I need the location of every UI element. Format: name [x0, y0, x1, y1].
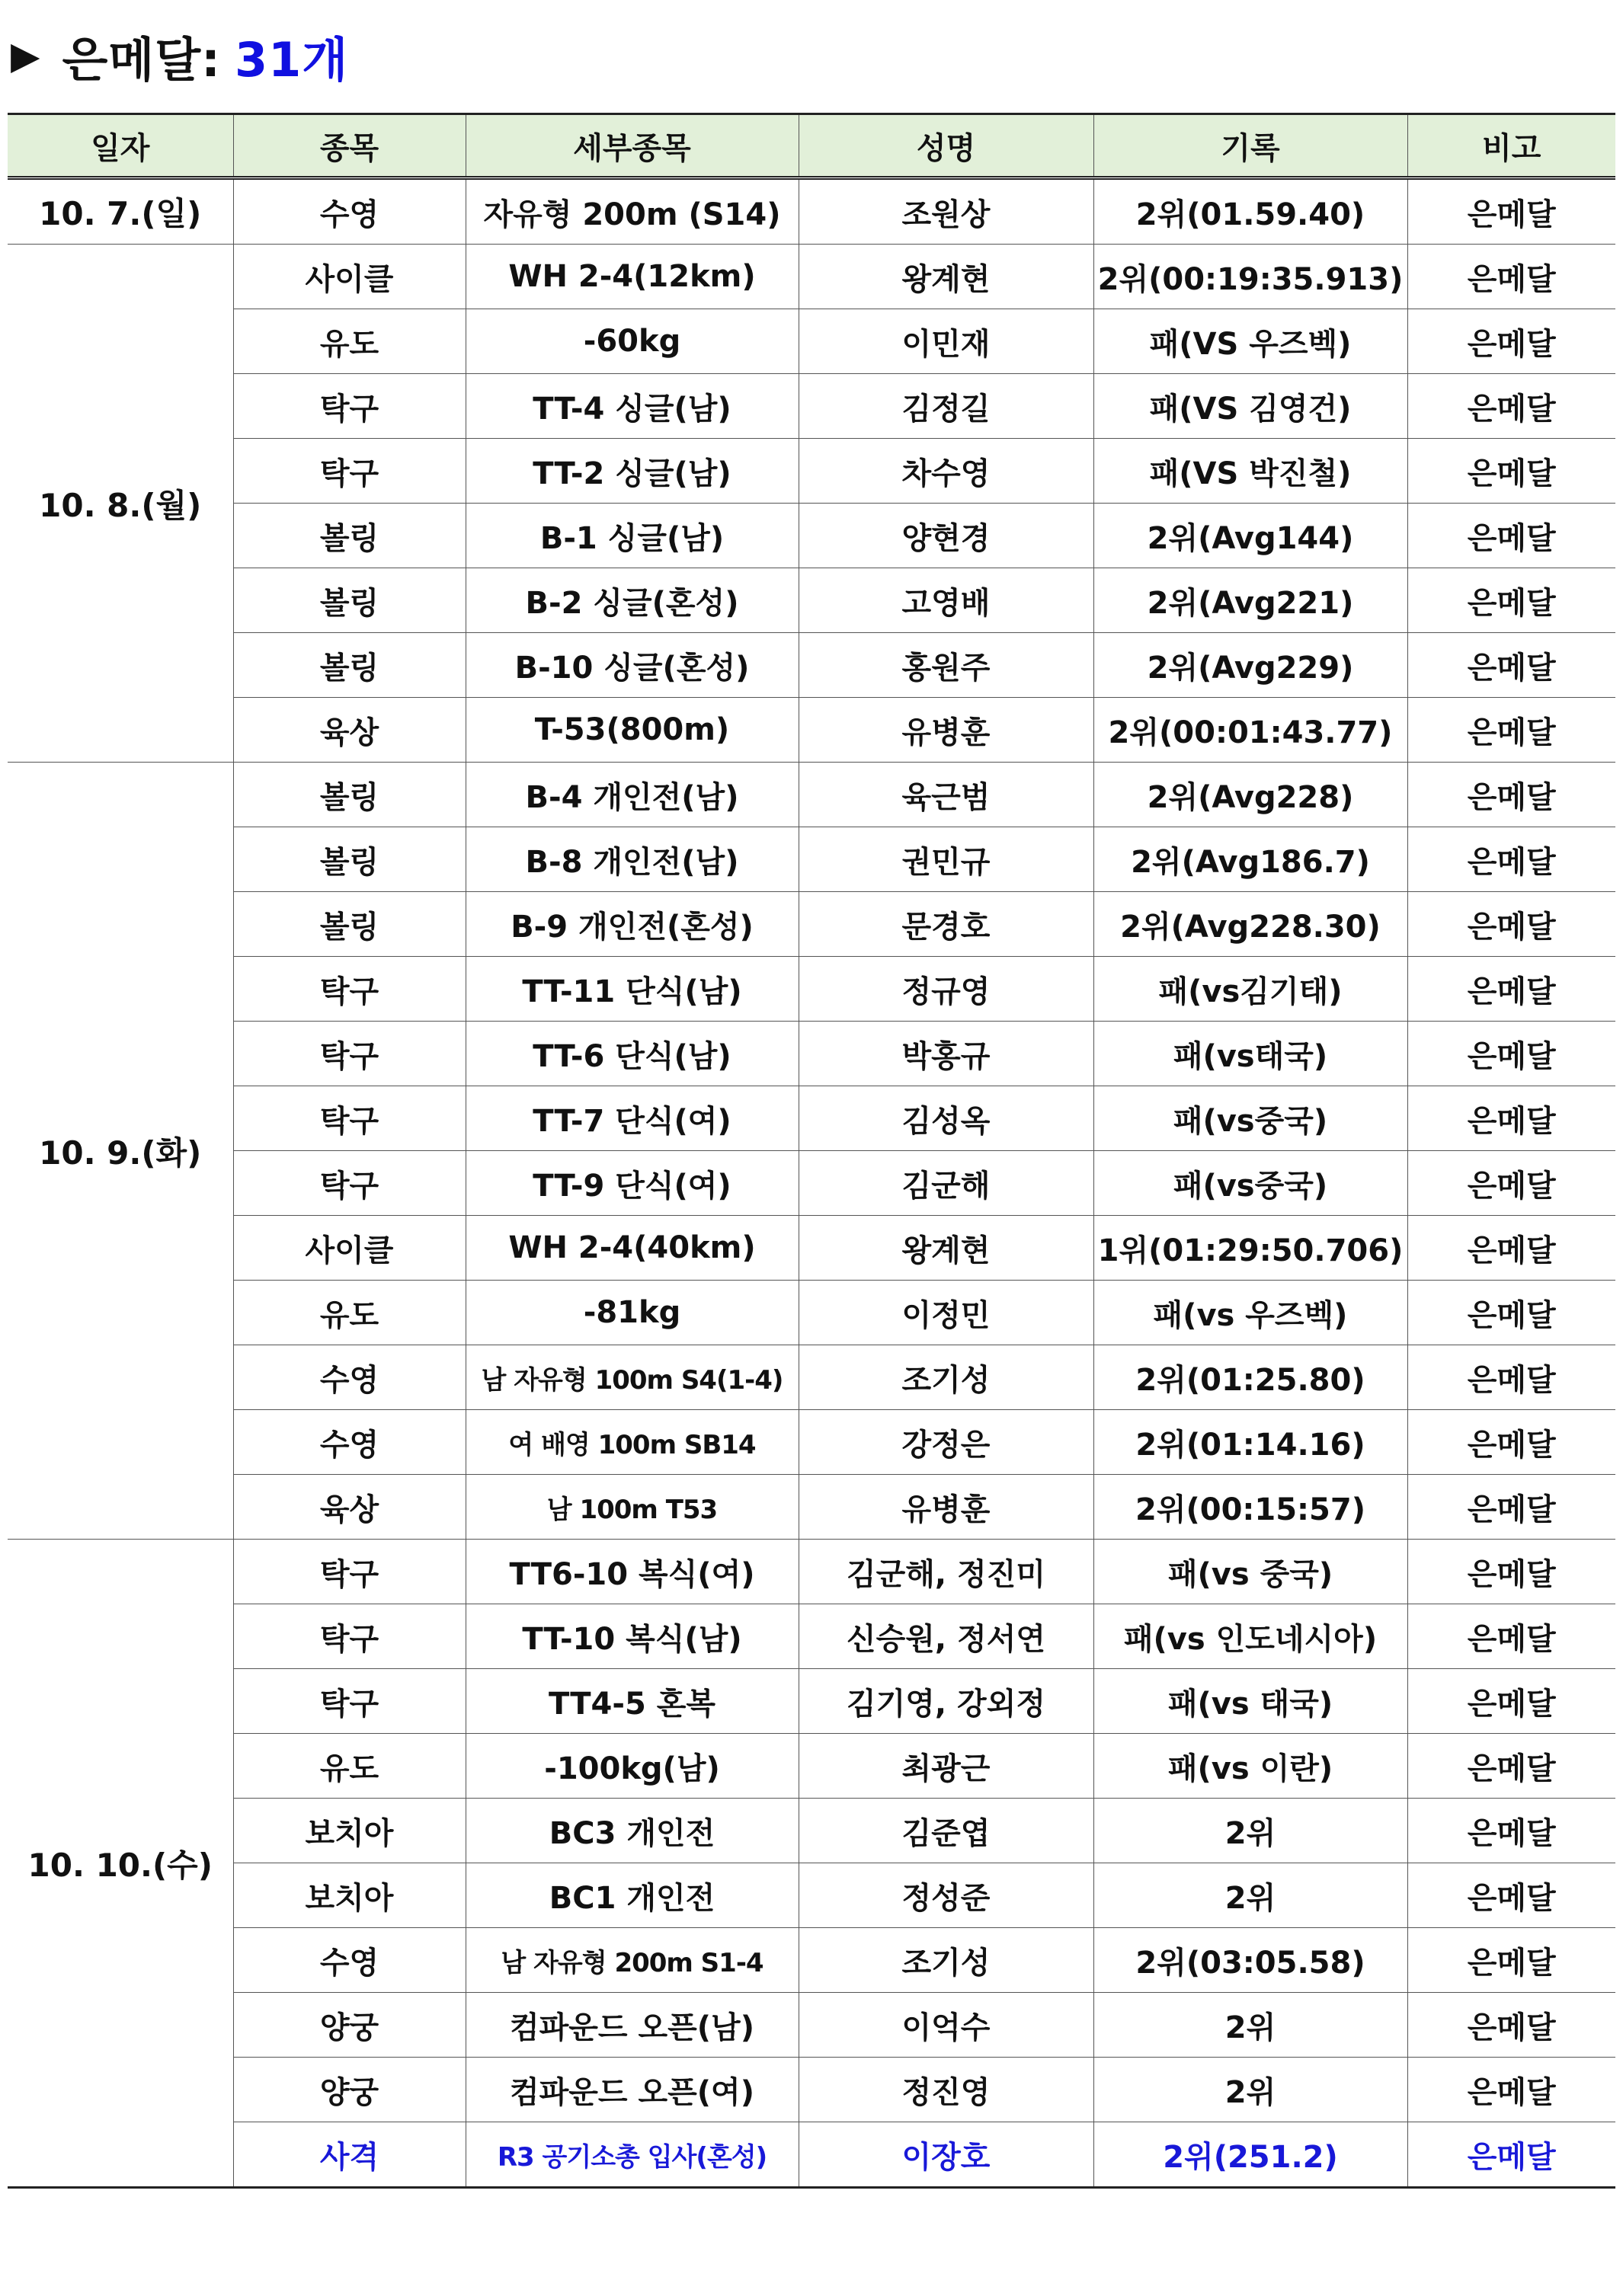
record-cell: 2위(251.2) — [1093, 2122, 1407, 2188]
note-cell: 은메달 — [1407, 763, 1615, 827]
sport-cell: 수영 — [233, 178, 466, 245]
name-cell: 조기성 — [799, 1928, 1093, 1993]
name-cell: 차수영 — [799, 439, 1093, 504]
record-cell: 2위 — [1093, 1799, 1407, 1863]
event-cell: 컴파운드 오픈(여) — [466, 2058, 799, 2122]
event-cell: WH 2-4(40km) — [466, 1216, 799, 1281]
name-cell: 왕계현 — [799, 245, 1093, 309]
record-cell: 2위(Avg186.7) — [1093, 827, 1407, 892]
record-cell: 2위(00:01:43.77) — [1093, 698, 1407, 763]
note-cell: 은메달 — [1407, 698, 1615, 763]
record-cell: 패(VS 박진철) — [1093, 439, 1407, 504]
record-cell: 2위 — [1093, 2058, 1407, 2122]
note-cell: 은메달 — [1407, 1475, 1615, 1540]
record-cell: 2위(00:19:35.913) — [1093, 245, 1407, 309]
note-cell: 은메달 — [1407, 1022, 1615, 1086]
sport-cell: 유도 — [233, 1281, 466, 1345]
table-body — [8, 178, 1615, 2188]
sport-cell: 사격 — [233, 2122, 466, 2188]
table-row — [8, 1863, 1615, 1928]
header-sport: 종목 — [233, 114, 466, 178]
event-cell: B-10 싱글(혼성) — [466, 633, 799, 698]
name-cell: 이억수 — [799, 1993, 1093, 2058]
name-cell: 정성준 — [799, 1863, 1093, 1928]
sport-cell: 탁구 — [233, 439, 466, 504]
record-cell: 2위(01.59.40) — [1093, 178, 1407, 245]
record-cell: 2위 — [1093, 1993, 1407, 2058]
table-row — [8, 1022, 1615, 1086]
name-cell: 박홍규 — [799, 1022, 1093, 1086]
event-cell: TT-4 싱글(남) — [466, 374, 799, 439]
table-row — [8, 1151, 1615, 1216]
record-cell: 패(vs 인도네시아) — [1093, 1604, 1407, 1669]
table-row — [8, 439, 1615, 504]
name-cell: 조원상 — [799, 178, 1093, 245]
table-row — [8, 698, 1615, 763]
sport-cell: 보치아 — [233, 1799, 466, 1863]
event-cell: TT-2 싱글(남) — [466, 439, 799, 504]
sport-cell: 볼링 — [233, 763, 466, 827]
record-cell: 패(vs 이란) — [1093, 1734, 1407, 1799]
header-record: 기록 — [1093, 114, 1407, 178]
note-cell: 은메달 — [1407, 1799, 1615, 1863]
event-cell: -81kg — [466, 1281, 799, 1345]
event-cell: 남 자유형 100m S4(1-4) — [466, 1345, 799, 1410]
note-cell: 은메달 — [1407, 1540, 1615, 1604]
name-cell: 이민재 — [799, 309, 1093, 374]
name-cell: 최광근 — [799, 1734, 1093, 1799]
record-cell: 패(vs 우즈벡) — [1093, 1281, 1407, 1345]
table-row — [8, 763, 1615, 827]
note-cell: 은메달 — [1407, 892, 1615, 957]
record-cell: 패(vs김기태) — [1093, 957, 1407, 1022]
sport-cell: 탁구 — [233, 1022, 466, 1086]
name-cell: 홍원주 — [799, 633, 1093, 698]
header-note: 비고 — [1407, 114, 1615, 178]
note-cell: 은메달 — [1407, 1216, 1615, 1281]
sport-cell: 볼링 — [233, 568, 466, 633]
event-cell: TT4-5 혼복 — [466, 1669, 799, 1734]
table-row — [8, 374, 1615, 439]
event-cell: TT-10 복식(남) — [466, 1604, 799, 1669]
sport-cell: 유도 — [233, 309, 466, 374]
note-cell: 은메달 — [1407, 1410, 1615, 1475]
note-cell: 은메달 — [1407, 1734, 1615, 1799]
table-row — [8, 1475, 1615, 1540]
note-cell: 은메달 — [1407, 439, 1615, 504]
sport-cell: 볼링 — [233, 892, 466, 957]
sport-cell: 볼링 — [233, 827, 466, 892]
sport-cell: 탁구 — [233, 1604, 466, 1669]
record-cell: 2위(Avg221) — [1093, 568, 1407, 633]
table-row — [8, 504, 1615, 568]
date-cell: 10. 7.(일) — [8, 178, 233, 245]
table-row — [8, 1604, 1615, 1669]
table-row — [8, 633, 1615, 698]
note-cell: 은메달 — [1407, 1604, 1615, 1669]
event-cell: B-1 싱글(남) — [466, 504, 799, 568]
triangle-marker-icon: ▶ — [11, 34, 41, 78]
record-cell: 패(vs중국) — [1093, 1086, 1407, 1151]
sport-cell: 육상 — [233, 698, 466, 763]
header-event: 세부종목 — [466, 114, 799, 178]
event-cell: BC1 개인전 — [466, 1863, 799, 1928]
table-row — [8, 1410, 1615, 1475]
note-cell: 은메달 — [1407, 1863, 1615, 1928]
record-cell: 패(vs태국) — [1093, 1022, 1407, 1086]
sport-cell: 탁구 — [233, 374, 466, 439]
note-cell: 은메달 — [1407, 2058, 1615, 2122]
date-cell: 10. 10.(수) — [8, 1540, 233, 2188]
note-cell: 은메달 — [1407, 1281, 1615, 1345]
page-title — [11, 21, 348, 90]
sport-cell: 사이클 — [233, 245, 466, 309]
header-name: 성명 — [799, 114, 1093, 178]
sport-cell: 사이클 — [233, 1216, 466, 1281]
table-row — [8, 178, 1615, 245]
name-cell: 김군해, 정진미 — [799, 1540, 1093, 1604]
table-row — [8, 2122, 1615, 2188]
note-cell: 은메달 — [1407, 1086, 1615, 1151]
sport-cell: 탁구 — [233, 1086, 466, 1151]
record-cell: 2위(Avg229) — [1093, 633, 1407, 698]
sport-cell: 볼링 — [233, 633, 466, 698]
event-cell: 남 100m T53 — [466, 1475, 799, 1540]
sport-cell: 수영 — [233, 1410, 466, 1475]
event-cell: TT-6 단식(남) — [466, 1022, 799, 1086]
event-cell: TT-9 단식(여) — [466, 1151, 799, 1216]
medal-count: 31개 — [234, 31, 349, 88]
table-row — [8, 957, 1615, 1022]
name-cell: 양현경 — [799, 504, 1093, 568]
sport-cell: 보치아 — [233, 1863, 466, 1928]
note-cell: 은메달 — [1407, 957, 1615, 1022]
event-cell: TT-11 단식(남) — [466, 957, 799, 1022]
name-cell: 유병훈 — [799, 1475, 1093, 1540]
record-cell: 2위(01:14.16) — [1093, 1410, 1407, 1475]
note-cell: 은메달 — [1407, 1151, 1615, 1216]
name-cell: 정진영 — [799, 2058, 1093, 2122]
note-cell: 은메달 — [1407, 504, 1615, 568]
record-cell: 패(VS 김영건) — [1093, 374, 1407, 439]
name-cell: 김기영, 강외정 — [799, 1669, 1093, 1734]
event-cell: 여 배영 100m SB14 — [466, 1410, 799, 1475]
sport-cell: 양궁 — [233, 1993, 466, 2058]
table-row — [8, 1281, 1615, 1345]
sport-cell: 유도 — [233, 1734, 466, 1799]
name-cell: 조기성 — [799, 1345, 1093, 1410]
table-row — [8, 309, 1615, 374]
record-cell: 2위(Avg228.30) — [1093, 892, 1407, 957]
event-cell: B-9 개인전(혼성) — [466, 892, 799, 957]
sport-cell: 수영 — [233, 1345, 466, 1410]
record-cell: 2위(01:25.80) — [1093, 1345, 1407, 1410]
sport-cell: 수영 — [233, 1928, 466, 1993]
title-label: 은메달: — [62, 31, 221, 88]
record-cell: 2위(03:05.58) — [1093, 1928, 1407, 1993]
event-cell: T-53(800m) — [466, 698, 799, 763]
note-cell: 은메달 — [1407, 374, 1615, 439]
name-cell: 고영배 — [799, 568, 1093, 633]
table-row — [8, 1993, 1615, 2058]
name-cell: 김성옥 — [799, 1086, 1093, 1151]
note-cell: 은메달 — [1407, 827, 1615, 892]
sport-cell: 육상 — [233, 1475, 466, 1540]
record-cell: 2위(00:15:57) — [1093, 1475, 1407, 1540]
name-cell: 이정민 — [799, 1281, 1093, 1345]
sport-cell: 탁구 — [233, 1151, 466, 1216]
table-row — [8, 568, 1615, 633]
note-cell: 은메달 — [1407, 1928, 1615, 1993]
note-cell: 은메달 — [1407, 2122, 1615, 2188]
sport-cell: 탁구 — [233, 957, 466, 1022]
table-row — [8, 892, 1615, 957]
event-cell: 컴파운드 오픈(남) — [466, 1993, 799, 2058]
table-row — [8, 1734, 1615, 1799]
note-cell: 은메달 — [1407, 1993, 1615, 2058]
table-row — [8, 1216, 1615, 1281]
name-cell: 신승원, 정서연 — [799, 1604, 1093, 1669]
name-cell: 김준엽 — [799, 1799, 1093, 1863]
table-row — [8, 245, 1615, 309]
note-cell: 은메달 — [1407, 633, 1615, 698]
event-cell: -100kg(남) — [466, 1734, 799, 1799]
silver-medal-table — [8, 113, 1615, 2189]
note-cell: 은메달 — [1407, 245, 1615, 309]
event-cell: TT6-10 복식(여) — [466, 1540, 799, 1604]
event-cell: 남 자유형 200m S1-4 — [466, 1928, 799, 1993]
event-cell: BC3 개인전 — [466, 1799, 799, 1863]
table-row — [8, 1540, 1615, 1604]
record-cell: 패(vs 태국) — [1093, 1669, 1407, 1734]
table-row — [8, 2058, 1615, 2122]
table-row — [8, 1345, 1615, 1410]
table-row — [8, 827, 1615, 892]
name-cell: 이장호 — [799, 2122, 1093, 2188]
sport-cell: 양궁 — [233, 2058, 466, 2122]
event-cell: B-4 개인전(남) — [466, 763, 799, 827]
name-cell: 육근범 — [799, 763, 1093, 827]
record-cell: 1위(01:29:50.706) — [1093, 1216, 1407, 1281]
note-cell: 은메달 — [1407, 178, 1615, 245]
event-cell: TT-7 단식(여) — [466, 1086, 799, 1151]
name-cell: 강정은 — [799, 1410, 1093, 1475]
table-row — [8, 1928, 1615, 1993]
sport-cell: 볼링 — [233, 504, 466, 568]
record-cell: 패(vs 중국) — [1093, 1540, 1407, 1604]
record-cell: 패(vs중국) — [1093, 1151, 1407, 1216]
name-cell: 유병훈 — [799, 698, 1093, 763]
note-cell: 은메달 — [1407, 309, 1615, 374]
date-cell: 10. 8.(월) — [8, 245, 233, 763]
record-cell: 패(VS 우즈벡) — [1093, 309, 1407, 374]
event-cell: R3 공기소총 입사(혼성) — [466, 2122, 799, 2188]
table-row — [8, 1669, 1615, 1734]
table-header-row — [8, 114, 1615, 178]
note-cell: 은메달 — [1407, 1669, 1615, 1734]
sport-cell: 탁구 — [233, 1540, 466, 1604]
header-date: 일자 — [8, 114, 233, 178]
event-cell: WH 2-4(12km) — [466, 245, 799, 309]
record-cell: 2위 — [1093, 1863, 1407, 1928]
name-cell: 왕계현 — [799, 1216, 1093, 1281]
event-cell: B-2 싱글(혼성) — [466, 568, 799, 633]
name-cell: 문경호 — [799, 892, 1093, 957]
name-cell: 김정길 — [799, 374, 1093, 439]
sport-cell: 탁구 — [233, 1669, 466, 1734]
table-row — [8, 1086, 1615, 1151]
name-cell: 김군해 — [799, 1151, 1093, 1216]
event-cell: -60kg — [466, 309, 799, 374]
event-cell: 자유형 200m (S14) — [466, 178, 799, 245]
note-cell: 은메달 — [1407, 568, 1615, 633]
event-cell: B-8 개인전(남) — [466, 827, 799, 892]
name-cell: 권민규 — [799, 827, 1093, 892]
note-cell: 은메달 — [1407, 1345, 1615, 1410]
table-row — [8, 1799, 1615, 1863]
record-cell: 2위(Avg228) — [1093, 763, 1407, 827]
date-cell: 10. 9.(화) — [8, 763, 233, 1540]
name-cell: 정규영 — [799, 957, 1093, 1022]
record-cell: 2위(Avg144) — [1093, 504, 1407, 568]
